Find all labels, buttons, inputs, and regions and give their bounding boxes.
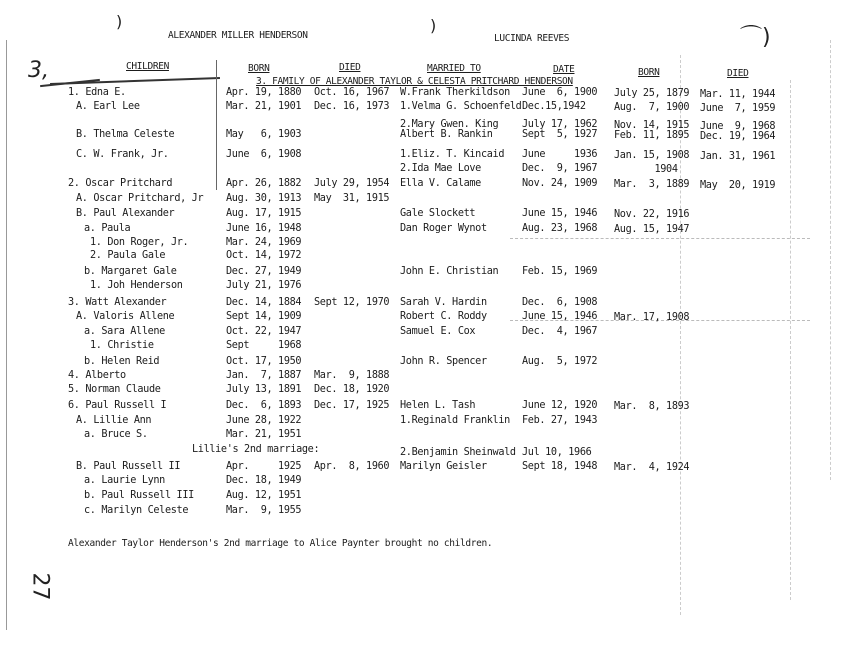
- spouse: 2.Mary Gwen. King: [400, 119, 499, 130]
- column-header-born: BORN: [248, 63, 270, 74]
- spouse-born: Mar. 3, 1889: [614, 179, 690, 190]
- child-name: b. Helen Reid: [84, 356, 160, 367]
- marriage-date: Sept 5, 1927: [522, 129, 598, 140]
- spouse-born: Nov. 14, 1915: [614, 120, 690, 131]
- born: June 28, 1922: [226, 415, 302, 426]
- handwritten-number: 3,: [28, 58, 49, 83]
- child-name: 4. Alberto: [68, 370, 126, 381]
- born: Apr. 19, 1880: [226, 87, 302, 98]
- child-name: 2. Paula Gale: [90, 250, 166, 261]
- born: Apr. 26, 1882: [226, 178, 302, 189]
- born: Dec. 14, 1884: [226, 297, 302, 308]
- marriage-date: Jul 10, 1966: [522, 447, 592, 458]
- spouse: 2.Benjamin Sheinwald: [400, 447, 516, 458]
- wife-name: LUCINDA REEVES: [494, 33, 570, 44]
- born: July 21, 1976: [226, 280, 302, 291]
- spouse: 1.Eliz. T. Kincaid: [400, 149, 505, 160]
- died: May 31, 1915: [314, 193, 390, 204]
- child-name: a. Sara Allene: [84, 326, 165, 337]
- fold-line-3: [830, 40, 831, 480]
- child-name: a. Laurie Lynn: [84, 475, 165, 486]
- born: Mar. 21, 1901: [226, 101, 302, 112]
- born: Oct. 14, 1972: [226, 250, 302, 261]
- died: July 29, 1954: [314, 178, 390, 189]
- marriage-date: Dec. 9, 1967: [522, 163, 598, 174]
- born: Dec. 27, 1949: [226, 266, 302, 277]
- left-margin-line: [6, 40, 7, 630]
- spouse-born: 1904: [614, 164, 678, 175]
- born: Dec. 18, 1949: [226, 475, 302, 486]
- marriage-date: July 17, 1962: [522, 119, 598, 130]
- spouse-died: Jan. 31, 1961: [700, 151, 776, 162]
- died: Dec. 17, 1925: [314, 400, 390, 411]
- spouse-born: Aug. 7, 1900: [614, 102, 690, 113]
- spouse: Robert C. Roddy: [400, 311, 487, 322]
- child-name: A. Earl Lee: [76, 101, 140, 112]
- bracket-mark: ): [116, 12, 123, 31]
- born: Aug. 12, 1951: [226, 490, 302, 501]
- marriage-date: Feb. 27, 1943: [522, 415, 598, 426]
- born: Aug. 17, 1915: [226, 208, 302, 219]
- born: Mar. 21, 1951: [226, 429, 302, 440]
- corner-curl-mark: ⌒): [740, 25, 771, 50]
- column-header-date: DATE: [553, 64, 575, 75]
- spouse-born: Mar. 4, 1924: [614, 462, 690, 473]
- child-name: A. Valoris Allene: [76, 311, 175, 322]
- marriage-date: June 1936: [522, 149, 598, 160]
- born: Aug. 30, 1913: [226, 193, 302, 204]
- spouse: 1.Velma G. Schoenfeld: [400, 101, 522, 112]
- born: Sept 1968: [226, 340, 302, 351]
- born: Apr. 1925: [226, 461, 302, 472]
- child-name: 1. Christie: [90, 340, 154, 351]
- spouse: Ella V. Calame: [400, 178, 481, 189]
- spouse-born: Aug. 15, 1947: [614, 224, 690, 235]
- husband-name: ALEXANDER MILLER HENDERSON: [168, 30, 308, 41]
- child-name: b. Paul Russell III: [84, 490, 194, 501]
- born: Sept 14, 1909: [226, 311, 302, 322]
- spouse: Dan Roger Wynot: [400, 223, 487, 234]
- child-name: A. Oscar Pritchard, Jr: [76, 193, 204, 204]
- spouse: Sarah V. Hardin: [400, 297, 487, 308]
- spouse: 2.Ida Mae Love: [400, 163, 481, 174]
- column-header-died: DIED: [339, 62, 361, 73]
- died: Sept 12, 1970: [314, 297, 390, 308]
- child-name: 5. Norman Claude: [68, 384, 161, 395]
- child-name: B. Paul Russell II: [76, 461, 181, 472]
- page-number: 27: [27, 572, 53, 601]
- spouse-died: June 9, 1968: [700, 121, 776, 132]
- child-name: C. W. Frank, Jr.: [76, 149, 169, 160]
- born: Mar. 9, 1955: [226, 505, 302, 516]
- spouse: John R. Spencer: [400, 356, 487, 367]
- marriage-date: Nov. 24, 1909: [522, 178, 598, 189]
- born: Dec. 6, 1893: [226, 400, 302, 411]
- born: Jan. 7, 1887: [226, 370, 302, 381]
- column-header-spouse-died: DIED: [727, 68, 749, 79]
- child-name: 1. Joh Henderson: [90, 280, 183, 291]
- child-name: 2. Oscar Pritchard: [68, 178, 173, 189]
- family-title: 3. FAMILY OF ALEXANDER TAYLOR & CELESTA PRITCHARD HENDERSON: [256, 76, 573, 87]
- marriage-date: June 15, 1946: [522, 208, 598, 219]
- column-divider: [216, 60, 217, 190]
- marriage-date: Dec. 6, 1908: [522, 297, 598, 308]
- marriage-date: Aug. 5, 1972: [522, 356, 598, 367]
- spouse-born: Mar. 8, 1893: [614, 401, 690, 412]
- child-name: c. Marilyn Celeste: [84, 505, 189, 516]
- bracket-mark-2: ): [430, 16, 437, 35]
- marriage-date: June 6, 1900: [522, 87, 598, 98]
- born: May 6, 1903: [226, 129, 302, 140]
- born: July 13, 1891: [226, 384, 302, 395]
- spouse-born: Nov. 22, 1916: [614, 209, 690, 220]
- spouse: 1.Reginald Franklin: [400, 415, 510, 426]
- marriage-date: June 12, 1920: [522, 400, 598, 411]
- column-header-spouse-born: BORN: [638, 67, 660, 78]
- second-marriage-label: Lillie's 2nd marriage:: [192, 444, 320, 455]
- child-name: B. Paul Alexander: [76, 208, 175, 219]
- spouse: Samuel E. Cox: [400, 326, 476, 337]
- born: Oct. 22, 1947: [226, 326, 302, 337]
- child-name: 6. Paul Russell I: [68, 400, 167, 411]
- child-name: 3. Watt Alexander: [68, 297, 167, 308]
- spouse-died: Dec. 19, 1964: [700, 131, 776, 142]
- footnote: Alexander Taylor Henderson's 2nd marriage to Alice Paynter brought no children.: [68, 538, 493, 549]
- child-name: a. Paula: [84, 223, 131, 234]
- spouse: Marilyn Geisler: [400, 461, 487, 472]
- spouse-born: Feb. 11, 1895: [614, 130, 690, 141]
- spouse: John E. Christian: [400, 266, 499, 277]
- marriage-date: Sept 18, 1948: [522, 461, 598, 472]
- spouse-died: Mar. 11, 1944: [700, 89, 776, 100]
- died: Dec. 18, 1920: [314, 384, 390, 395]
- child-name: A. Lillie Ann: [76, 415, 152, 426]
- spouse-died: May 20, 1919: [700, 180, 776, 191]
- column-header-married-to: MARRIED TO: [427, 63, 481, 74]
- marriage-date: Feb. 15, 1969: [522, 266, 598, 277]
- column-header-children: CHILDREN: [126, 61, 169, 72]
- born: June 16, 1948: [226, 223, 302, 234]
- child-name: a. Bruce S.: [84, 429, 148, 440]
- marriage-date: Aug. 23, 1968: [522, 223, 598, 234]
- marriage-date: Dec. 4, 1967: [522, 326, 598, 337]
- died: Dec. 16, 1973: [314, 101, 390, 112]
- died: Apr. 8, 1960: [314, 461, 390, 472]
- spouse-born: Mar. 17, 1908: [614, 312, 690, 323]
- spouse: W.Frank Therkildson: [400, 87, 510, 98]
- fold-line-2: [790, 80, 791, 600]
- spouse: Helen L. Tash: [400, 400, 476, 411]
- guide-line: [510, 238, 810, 239]
- marriage-date: June 15, 1946: [522, 311, 598, 322]
- born: Mar. 24, 1969: [226, 237, 302, 248]
- child-name: 1. Don Roger, Jr.: [90, 237, 189, 248]
- died: Oct. 16, 1967: [314, 87, 390, 98]
- spouse-died: June 7, 1959: [700, 103, 776, 114]
- child-name: 1. Edna E.: [68, 87, 126, 98]
- born: Oct. 17, 1950: [226, 356, 302, 367]
- child-name: B. Thelma Celeste: [76, 129, 175, 140]
- born: June 6, 1908: [226, 149, 302, 160]
- spouse: Albert B. Rankin: [400, 129, 493, 140]
- spouse-born: July 25, 1879: [614, 88, 690, 99]
- marriage-date: Dec.15,1942: [522, 101, 586, 112]
- died: Mar. 9, 1888: [314, 370, 390, 381]
- child-name: b. Margaret Gale: [84, 266, 177, 277]
- spouse: Gale Slockett: [400, 208, 476, 219]
- spouse-born: Jan. 15, 1908: [614, 150, 690, 161]
